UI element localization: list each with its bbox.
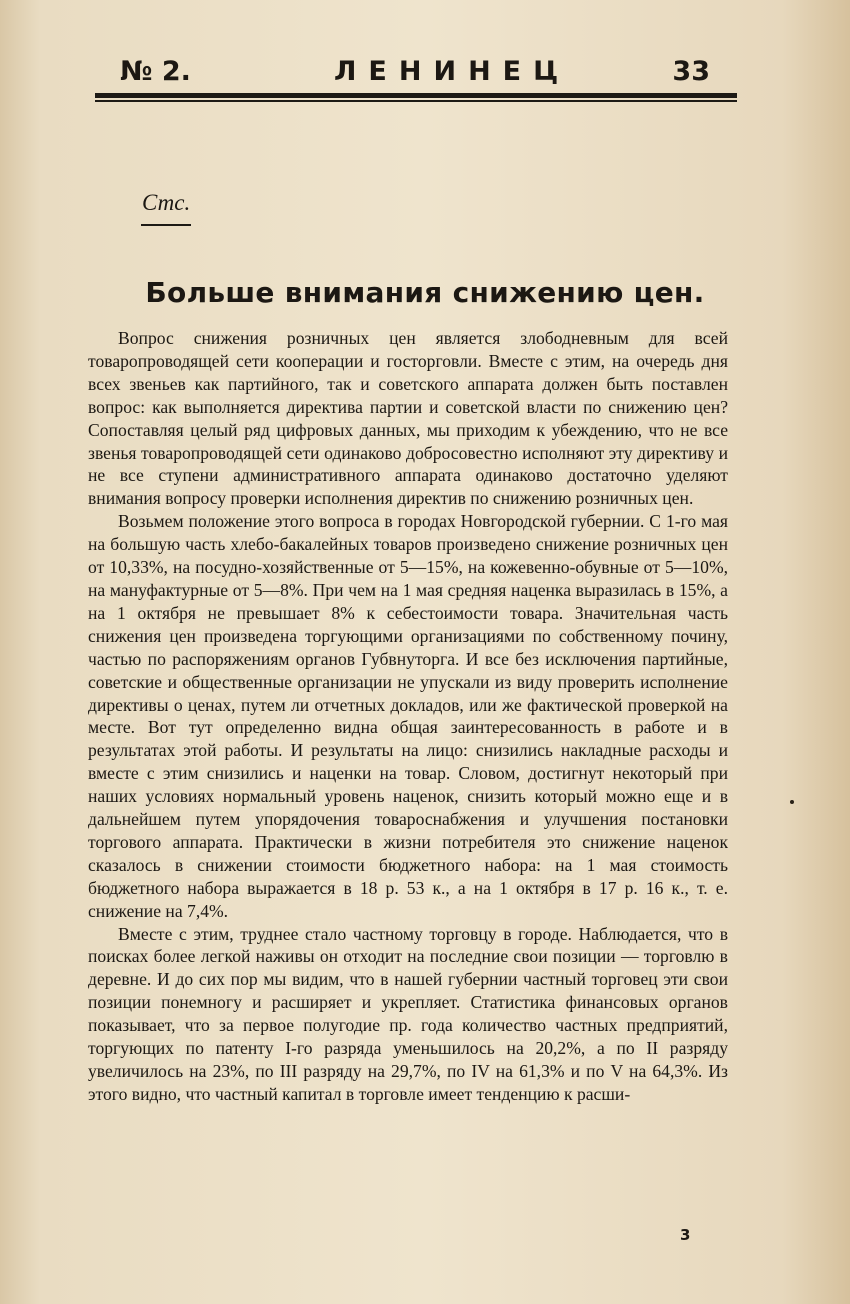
page-number: 33	[672, 56, 710, 87]
running-header	[112, 56, 732, 92]
issue-number: № 2.	[120, 56, 191, 87]
paper-speck	[790, 800, 794, 804]
paragraph: Возьмем положение этого вопроса в городах Новгородской губернии. С 1-го мая на большую часть хлебо-бакалейных товаров произведено снижение розничных цен от 10,33%, на посудно-хозяйственные от 5—15%, на кожевенно-обувные от 5—10%, на мануфактурные от 5—8%. При чем на 1 мая средняя наценка выразилась в 15%, а на 1 октября не превышает 8% к себестоимости товара. Значительная часть снижения цен произведена торгующими организациями по собственному почину, частью по распоряжениям органов Губвнуторга. И все без исключения партийные, советские и общественные организации не упускали из виду проверить исполнение директивы о ценах, путем ли отчетных докладов, или же фактической проверкой на месте. Вот тут определенно видна общая заинтересованность в работе и в результатах этой работы. И результаты на лицо: снизились накладные расходы и вместе с этим снизились и наценки на товар. Словом, достигнут некоторый при наших условиях нормальный уровень наценок, снизить который можно еще и в дальнейшем путем упорядочения товароснабжения и улучшения постановки торгового аппарата. Практически в жизни потребителя это снижение наценок сказалось в снижении стоимости бюджетного набора: на 1 мая стоимость бюджетного набора выражается в 18 р. 53 к., а на 1 октября в 17 р. 16 к., т. е. снижение на 7,4%.	[88, 511, 728, 921]
header-rule-thick	[95, 93, 737, 98]
header-rule-thin	[95, 100, 737, 102]
paragraph: Вопрос снижения розничных цен является злободневным для всей товаропроводящей сети кооперации и госторговли. Вместе с этим, на очередь дня всех звеньев как партийного, так и советского аппарата должен быть поставлен вопрос: как выполняется директива партии и советской власти по снижению цен? Сопоставляя целый ряд цифровых данных, мы приходим к убеждению, что не все звенья товаропроводящей сети одинаково добросовестно исполняют эту директиву и не все ступени административного аппарата одинаково достаточно уделяют внимания вопросу проверки исполнения директив по снижению розничных цен.	[88, 328, 728, 509]
article-body	[88, 327, 728, 1106]
article-title: Больше внимания снижению цен.	[145, 276, 705, 309]
signature-mark: 3	[680, 1226, 691, 1244]
paragraph: Вместе с этим, труднее стало частному торговцу в городе. Наблюдается, что в поисках более легкой наживы он отходит на последние свои позиции — торговлю в деревне. И до сих пор мы видим, что в нашей губернии частный торговец эти свои позиции понемногу и расширяет и укрепляет. Статистика финансовых органов показывает, что за первое полугодие пр. года количество частных предприятий, торгующих по патенту I-го разряда уменьшилось на 20,2%, а по II разряду увеличилось на 23%, по III разряду на 29,7%, по IV на 61,3% и по V на 64,3%. Из этого видно, что частный капитал в торговле имеет тенденцию к расши-	[88, 923, 728, 1104]
article-author: Стс.	[142, 190, 191, 215]
journal-title: ЛЕНИНЕЦ	[334, 56, 571, 87]
author-underline	[141, 224, 191, 226]
